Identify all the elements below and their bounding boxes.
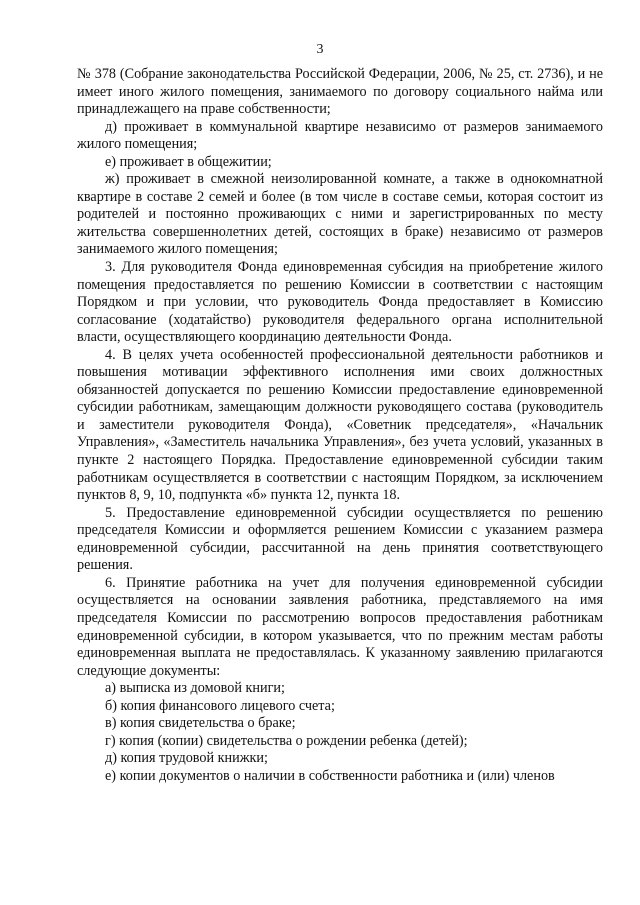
list-item-d: д) копия трудовой книжки; (105, 750, 268, 767)
paragraph-clause-3: 3. Для руководителя Фонда единовременная субсидия на приобретение жилого помещения предоставляется по решению Комиссии в соответствии с настоящим Порядком и при условии, что руководитель Фонда предоставляет в Комиссию согласование (ходатайство) руководителя федерального органа исполнительной власти, осуществляющего координацию деятельности Фонда. (77, 259, 603, 346)
list-item-g: г) копия (копии) свидетельства о рождении ребенка (детей); (105, 732, 468, 749)
document-body (77, 66, 603, 785)
list-item-v: в) копия свидетельства о браке; (105, 715, 296, 732)
paragraph-clause-4: 4. В целях учета особенностей профессиональной деятельности работников и повышения мотивации эффективного исполнения ими своих должностных обязанностей допускается по решению Комиссии предоставление единовременной субсидии работникам, замещающим должности руководящего состава (руководитель и заместители руководителя Фонда), «Советник председателя», «Начальник Управления», «Заместитель начальника Управления», без учета условий, указанных в пункте 2 настоящего Порядка. Предоставление единовременной субсидии таким работникам осуществляется в соответствии с настоящим Порядком, за исключением пунктов 8, 9, 10, подпункта «б» пункта 12, пункта 18. (77, 346, 603, 504)
page-number: 3 (316, 42, 324, 57)
paragraph-clause-5: 5. Предоставление единовременной субсидии осуществляется по решению председателя Комиссии и оформляется решением Комиссии с указанием размера единовременной субсидии, рассчитанной на день принятия соответствующего решения. (77, 504, 603, 574)
paragraph-item-e-dormitory: е) проживает в общежитии; (105, 153, 272, 170)
paragraph-clause-6: 6. Принятие работника на учет для получения единовременной субсидии осуществляется на основании заявления работника, представляемого на имя председателя Комиссии по рассмотрению вопросов предоставления работникам единовременной субсидии, в котором указывается, что по прежним местам работы единовременная выплата не предоставлялась. К указанному заявлению прилагаются следующие документы: (77, 574, 603, 679)
paragraph-continuation: № 378 (Собрание законодательства Российской Федерации, 2006, № 25, ст. 2736), и не имеет иного жилого помещения, занимаемого по договору социального найма или принадлежащего на праве собственности; (77, 66, 603, 118)
list-item-e: е) копии документов о наличии в собственности работника и (или) членов (105, 767, 555, 784)
list-item-a: а) выписка из домовой книги; (105, 680, 285, 697)
paragraph-item-zh-adjacent-room: ж) проживает в смежной неизолированной комнате, а также в однокомнатной квартире в составе 2 семей и более (в том числе в составе семьи, которая состоит из родителей и постоянно проживающих с ними и зарегистрированных по месту жительства совершеннолетних детей, состоящих в браке) независимо от размеров занимаемого жилого помещения; (77, 171, 603, 258)
paragraph-item-d-communal: д) проживает в коммунальной квартире независимо от размеров занимаемого жилого помещения; (77, 118, 603, 153)
list-item-b: б) копия финансового лицевого счета; (105, 697, 335, 714)
